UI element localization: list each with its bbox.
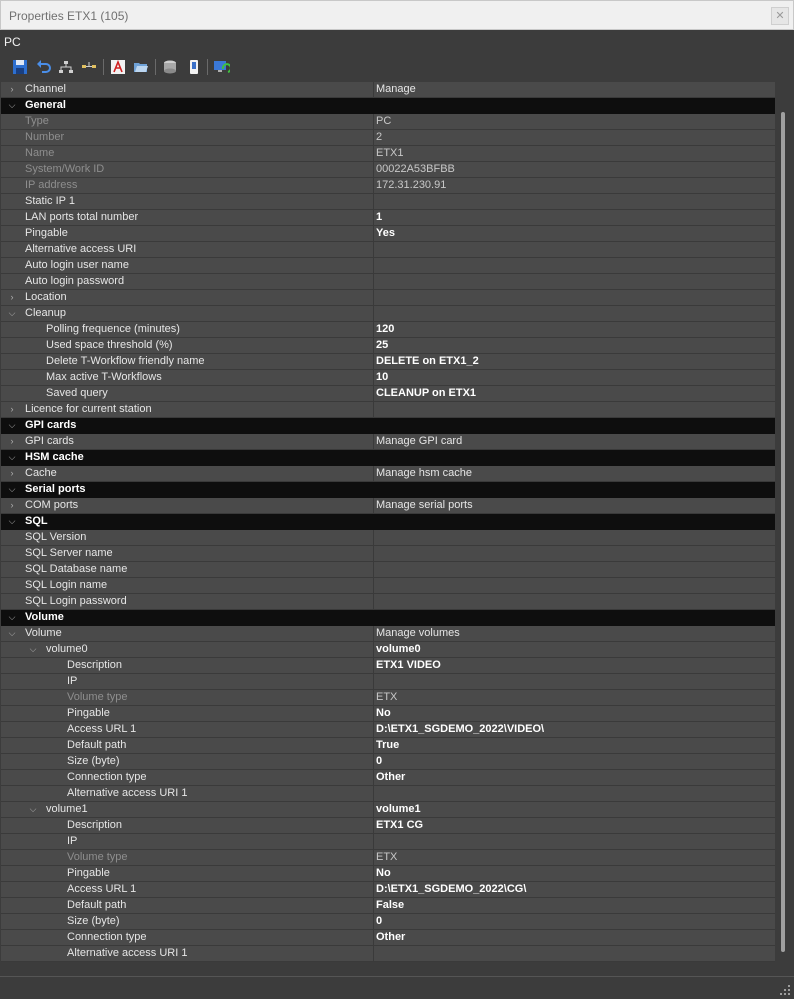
property-name: Volume: [25, 627, 62, 639]
property-value: [373, 482, 775, 497]
section-header-sql[interactable]: [1, 514, 775, 530]
property-name: IP: [67, 835, 78, 847]
property-row-volume-type[interactable]: [1, 690, 775, 706]
property-row-default-path[interactable]: [1, 898, 775, 914]
property-row-pingable[interactable]: [1, 866, 775, 882]
property-value[interactable]: volume0: [373, 642, 775, 657]
scrollbar-thumb[interactable]: [781, 112, 785, 952]
property-value[interactable]: [373, 274, 775, 289]
chevron-down-icon[interactable]: ⌵: [8, 308, 16, 318]
property-name: IP: [67, 675, 78, 687]
close-icon[interactable]: ✕: [771, 7, 789, 25]
property-name: Polling frequence (minutes): [46, 323, 180, 335]
property-name: Pingable: [67, 707, 110, 719]
property-row-com-ports[interactable]: [1, 498, 775, 514]
chevron-down-icon[interactable]: ⌵: [8, 100, 16, 110]
property-name: SQL Version: [25, 531, 87, 543]
chevron-right-icon[interactable]: ›: [10, 436, 14, 446]
property-row-polling-frequence-minutes[interactable]: [1, 322, 775, 338]
window-title-bar: [0, 0, 794, 30]
property-name: GPI cards: [25, 419, 77, 431]
property-value[interactable]: volume1: [373, 802, 775, 817]
property-name: Connection type: [67, 931, 147, 943]
property-name: volume1: [46, 803, 88, 815]
property-row-cleanup[interactable]: [1, 306, 775, 322]
property-name: Channel: [25, 83, 66, 95]
property-value[interactable]: D:\ETX1_SGDEMO_2022\VIDEO\: [373, 722, 775, 737]
property-row-ip[interactable]: [1, 674, 775, 690]
property-value: [373, 450, 775, 465]
property-row-used-space-threshold[interactable]: [1, 338, 775, 354]
property-name: Access URL 1: [67, 883, 137, 895]
property-value[interactable]: [373, 834, 775, 849]
property-name: Number: [25, 131, 65, 143]
property-value[interactable]: ETX1: [373, 146, 775, 161]
window-title: Properties ETX1 (105): [9, 9, 129, 23]
property-name: Cache: [25, 467, 57, 479]
property-value[interactable]: [373, 786, 775, 801]
property-name: System/Work ID: [25, 163, 105, 175]
property-row-volume0[interactable]: [1, 642, 775, 658]
chevron-right-icon[interactable]: ›: [10, 500, 14, 510]
property-value[interactable]: [373, 402, 775, 417]
property-name: Static IP 1: [25, 195, 75, 207]
property-row-alternative-access-uri[interactable]: [1, 242, 775, 258]
property-value[interactable]: [373, 242, 775, 257]
property-name: Volume: [25, 611, 64, 623]
property-name: Pingable: [67, 867, 110, 879]
property-name: Licence for current station: [25, 403, 152, 415]
object-type-label: PC: [4, 35, 21, 49]
property-name: volume0: [46, 643, 88, 655]
property-name: Description: [67, 659, 123, 671]
property-value[interactable]: [373, 306, 775, 321]
property-row-sql-login-password[interactable]: [1, 594, 775, 610]
property-row-max-active-t-workflows[interactable]: [1, 370, 775, 386]
property-row-default-path[interactable]: [1, 738, 775, 754]
property-name: Saved query: [46, 387, 108, 399]
property-row-description[interactable]: [1, 658, 775, 674]
property-value: [373, 514, 775, 529]
property-row-sql-version[interactable]: [1, 530, 775, 546]
property-name: Size (byte): [67, 915, 120, 927]
property-row-description[interactable]: [1, 818, 775, 834]
property-row-number[interactable]: [1, 130, 775, 146]
property-name: GPI cards: [25, 435, 74, 447]
property-name: Access URL 1: [67, 723, 137, 735]
chevron-right-icon[interactable]: ›: [10, 404, 14, 414]
property-row-auto-login-user-name[interactable]: [1, 258, 775, 274]
resize-grip-icon[interactable]: [779, 984, 791, 996]
property-row-access-url-1[interactable]: [1, 722, 775, 738]
section-header-volume[interactable]: [1, 610, 775, 626]
property-value[interactable]: True: [373, 738, 775, 753]
property-name: Serial ports: [25, 483, 86, 495]
property-value[interactable]: False: [373, 898, 775, 913]
property-value[interactable]: 00022A53BFBB: [373, 162, 775, 177]
toolbar-separator: [103, 59, 104, 75]
property-name: SQL: [25, 515, 48, 527]
property-name: Auto login user name: [25, 259, 129, 271]
property-name: Auto login password: [25, 275, 125, 287]
property-value[interactable]: [373, 530, 775, 545]
property-value[interactable]: [373, 194, 775, 209]
property-name: LAN ports total number: [25, 211, 139, 223]
property-name: SQL Login name: [25, 579, 108, 591]
property-name: Name: [25, 147, 55, 159]
property-value[interactable]: Yes: [373, 226, 775, 241]
property-name: Description: [67, 819, 123, 831]
chevron-down-icon[interactable]: ⌵: [8, 420, 16, 430]
property-row-pingable[interactable]: [1, 226, 775, 242]
property-value[interactable]: ETX: [373, 690, 775, 705]
chevron-down-icon[interactable]: ⌵: [8, 612, 16, 622]
chevron-right-icon[interactable]: ›: [10, 468, 14, 478]
property-value[interactable]: 25: [373, 338, 775, 353]
property-value[interactable]: Manage serial ports: [373, 498, 775, 513]
property-row-name[interactable]: [1, 146, 775, 162]
property-value[interactable]: No: [373, 866, 775, 881]
property-value[interactable]: [373, 946, 775, 961]
property-value[interactable]: 2: [373, 130, 775, 145]
property-row-gpi-cards[interactable]: [1, 434, 775, 450]
chevron-down-icon[interactable]: ⌵: [29, 644, 37, 654]
chevron-down-icon[interactable]: ⌵: [8, 452, 16, 462]
save-icon[interactable]: [11, 58, 29, 76]
toolbar-separator: [207, 59, 208, 75]
property-name: Alternative access URI 1: [67, 787, 188, 799]
toolbar-separator: [155, 59, 156, 75]
property-value[interactable]: [373, 562, 775, 577]
property-value[interactable]: Manage volumes: [373, 626, 775, 641]
property-grid: [1, 82, 775, 962]
property-name: Alternative access URI: [25, 243, 137, 255]
property-name: SQL Login password: [25, 595, 127, 607]
property-value[interactable]: Other: [373, 770, 775, 785]
property-row-static-ip-1[interactable]: [1, 194, 775, 210]
property-value[interactable]: [373, 594, 775, 609]
property-name: Location: [25, 291, 67, 303]
property-value[interactable]: 120: [373, 322, 775, 337]
property-value[interactable]: D:\ETX1_SGDEMO_2022\CG\: [373, 882, 775, 897]
property-name: HSM cache: [25, 451, 84, 463]
network-link-icon[interactable]: [80, 58, 98, 76]
property-value[interactable]: DELETE on ETX1_2: [373, 354, 775, 369]
vertical-scrollbar[interactable]: [777, 82, 791, 960]
property-value[interactable]: [373, 578, 775, 593]
chevron-right-icon[interactable]: ›: [10, 292, 14, 302]
property-name: Cleanup: [25, 307, 66, 319]
chevron-down-icon[interactable]: ⌵: [29, 804, 37, 814]
property-row-connection-type[interactable]: [1, 930, 775, 946]
property-name: Volume type: [67, 691, 128, 703]
monitor-refresh-icon[interactable]: [212, 58, 230, 76]
chevron-down-icon[interactable]: ⌵: [8, 484, 16, 494]
property-row-connection-type[interactable]: [1, 770, 775, 786]
property-value[interactable]: No: [373, 706, 775, 721]
property-row-size-byte[interactable]: [1, 914, 775, 930]
property-value[interactable]: Other: [373, 930, 775, 945]
property-value: [373, 610, 775, 625]
property-row-cache[interactable]: [1, 466, 775, 482]
property-row-ip[interactable]: [1, 834, 775, 850]
property-row-volume[interactable]: [1, 626, 775, 642]
property-row-system-work-id[interactable]: [1, 162, 775, 178]
property-row-alternative-access-uri-1[interactable]: [1, 786, 775, 802]
device-icon[interactable]: [185, 58, 203, 76]
property-name: Default path: [67, 739, 127, 751]
property-row-saved-query[interactable]: [1, 386, 775, 402]
property-row-location[interactable]: [1, 290, 775, 306]
property-name: Connection type: [67, 771, 147, 783]
property-row-access-url-1[interactable]: [1, 882, 775, 898]
property-row-channel[interactable]: [1, 82, 775, 98]
property-value[interactable]: Manage GPI card: [373, 434, 775, 449]
property-row-size-byte[interactable]: [1, 754, 775, 770]
property-value[interactable]: 10: [373, 370, 775, 385]
property-value[interactable]: 1: [373, 210, 775, 225]
status-bar: [0, 976, 794, 999]
property-value[interactable]: [373, 258, 775, 273]
property-name: SQL Database name: [25, 563, 128, 575]
property-name: Delete T-Workflow friendly name: [46, 355, 205, 367]
property-name: Pingable: [25, 227, 68, 239]
property-row-licence-for-current-station[interactable]: [1, 402, 775, 418]
property-value[interactable]: ETX1 CG: [373, 818, 775, 833]
chevron-down-icon[interactable]: ⌵: [8, 628, 16, 638]
text-style-icon[interactable]: [109, 58, 127, 76]
property-value[interactable]: Manage: [373, 82, 775, 97]
section-header-serial-ports[interactable]: [1, 482, 775, 498]
property-row-auto-login-password[interactable]: [1, 274, 775, 290]
property-value[interactable]: 0: [373, 914, 775, 929]
chevron-right-icon[interactable]: ›: [10, 84, 14, 94]
property-row-delete-t-workflow-friendly-name[interactable]: [1, 354, 775, 370]
property-row-sql-login-name[interactable]: [1, 578, 775, 594]
property-name: Alternative access URI 1: [67, 947, 188, 959]
property-value[interactable]: 172.31.230.91: [373, 178, 775, 193]
property-row-sql-server-name[interactable]: [1, 546, 775, 562]
property-row-type[interactable]: [1, 114, 775, 130]
property-name: Type: [25, 115, 49, 127]
property-value[interactable]: Manage hsm cache: [373, 466, 775, 481]
section-header-gpi-cards[interactable]: [1, 418, 775, 434]
property-row-pingable[interactable]: [1, 706, 775, 722]
database-icon[interactable]: [161, 58, 179, 76]
property-name: Size (byte): [67, 755, 120, 767]
property-value[interactable]: [373, 674, 775, 689]
chevron-down-icon[interactable]: ⌵: [8, 516, 16, 526]
property-name: General: [25, 99, 66, 111]
folder-open-icon[interactable]: [132, 58, 150, 76]
property-value[interactable]: [373, 546, 775, 561]
property-name: Used space threshold (%): [46, 339, 173, 351]
undo-icon[interactable]: [35, 58, 53, 76]
property-value[interactable]: PC: [373, 114, 775, 129]
property-value: [373, 98, 775, 113]
network-tree-icon[interactable]: [57, 58, 75, 76]
property-name: SQL Server name: [25, 547, 113, 559]
section-header-general[interactable]: [1, 98, 775, 114]
property-row-volume1[interactable]: [1, 802, 775, 818]
property-name: COM ports: [25, 499, 79, 511]
section-header-hsm-cache[interactable]: [1, 450, 775, 466]
property-value[interactable]: ETX: [373, 850, 775, 865]
property-name: Volume type: [67, 851, 128, 863]
toolbar: [0, 55, 794, 79]
horizontal-scrollbar[interactable]: [1, 962, 775, 974]
property-value: [373, 418, 775, 433]
property-value[interactable]: [373, 290, 775, 305]
property-value[interactable]: CLEANUP on ETX1: [373, 386, 775, 401]
property-row-sql-database-name[interactable]: [1, 562, 775, 578]
property-name: Default path: [67, 899, 127, 911]
property-value[interactable]: 0: [373, 754, 775, 769]
property-row-lan-ports-total-number[interactable]: [1, 210, 775, 226]
property-name: IP address: [25, 179, 78, 191]
property-value[interactable]: ETX1 VIDEO: [373, 658, 775, 673]
property-name: Max active T-Workflows: [46, 371, 162, 383]
property-row-ip-address[interactable]: [1, 178, 775, 194]
property-row-alternative-access-uri-1[interactable]: [1, 946, 775, 962]
property-row-volume-type[interactable]: [1, 850, 775, 866]
